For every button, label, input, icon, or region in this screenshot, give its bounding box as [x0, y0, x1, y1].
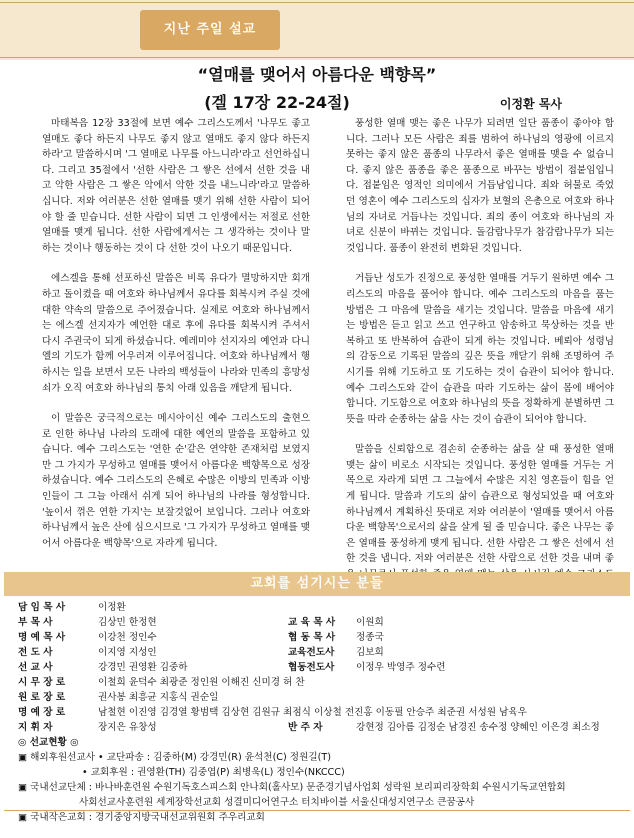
- role-names: 장지은 유창성: [98, 722, 157, 733]
- role-label: 명 예 목 사: [18, 632, 66, 643]
- role-label: 협 동 목 사: [288, 632, 336, 643]
- servants-heading-band: [4, 572, 630, 596]
- servant-row: [18, 630, 618, 645]
- role-names: 정종국: [356, 632, 384, 643]
- sermon-paragraph: 풍성한 열매 맺는 좋은 나무가 되려면 일단 품종이 좋아야 합니다. 그러나 모든 사람은 죄를 범하여 하나님의 영광에 이르지 못하는 좋지 않은 품종의 나무라서 좋은 열매를 맺을 수 없습니다. 좋지 않은 품종을 좋은 품종으로 바꾸는 방법이 접붙임입니다. 접붙임은 영적인 의미에서 거듭남입니다. 죄와 허물로 죽었던 영혼이 예수 그리스도의 십자가 보혈의 은총으로 여호와 하나님의 자녀로 거듭나는 것입니다. 죄의 종이 여호와 하나님의 자녀로 신분이 바뀌는 것입니다. 돌감람나무가 참감람나무가 되는 것입니다. 품종이 완전히 변화된 것입니다.: [346, 118, 614, 254]
- sermon-right-column: [346, 116, 614, 613]
- role-label: 협동전도사: [288, 662, 335, 673]
- role-label: 명 예 장 로: [18, 707, 66, 718]
- role-names: 이지영 지성인: [98, 647, 157, 658]
- servant-row: [18, 660, 618, 675]
- top-header-band: [0, 0, 634, 60]
- mission-line: ▣ 국내선교단체 : 바나바훈련원 수원기독호스피스회 안나회(홀사모) 문준경기념사업회 성락원 보리피리장학회 수원시기독교연합회: [18, 782, 566, 793]
- role-names: 이철희 윤덕수 최광준 정인원 이해진 신미경 허 찬: [98, 677, 305, 688]
- sermon-author: 이정환 목사: [499, 97, 562, 111]
- role-names: 이강천 정인수: [98, 632, 157, 643]
- role-names: 이원희: [356, 617, 384, 628]
- role-names: 권사봉 최흥균 지홍식 권순일: [98, 692, 219, 703]
- servant-row: [18, 615, 618, 630]
- servant-row: [18, 705, 618, 720]
- sermon-title: “열매를 맺어서 아름다운 백향목”: [197, 65, 437, 84]
- servant-row: [18, 645, 618, 660]
- role-names: 이정우 박영주 정수련: [356, 662, 446, 673]
- servant-row: [18, 690, 618, 705]
- sermon-paragraph: 마태복음 12장 33절에 보면 예수 그리스도께서 '나무도 좋고 열매도 좋다 하든지 나무도 좋지 않고 열매도 좋지 않다 하든지 하라'고 말씀하시며 '그 열매로 나무를 아느니라'라고 선언하십니다. 그리고 35절에서 '선한 사람은 그 쌓은 선에서 선한 것을 내고 악한 사람은 그 쌓은 악에서 악한 것을 내느니라'라고 말씀하십니다. 저와 여러분은 선한 열매를 맺기 위해 선한 사람이 되어야 할 줄 믿습니다. 선한 사람이 되면 그 인생에서는 저절로 선한 열매를 맺게 됩니다. 선한 사람에게서는 그 생각하는 것이나 말하는 것이나 행동하는 것이 다 선한 것이 나오기 때문입니다.: [42, 118, 310, 254]
- mission-heading: ◎ 선교현황 ◎: [18, 737, 79, 748]
- role-names: 이정환: [98, 602, 126, 613]
- role-label: 시 무 장 로: [18, 677, 66, 688]
- role-label: 담 임 목 사: [18, 602, 66, 613]
- sermon-paragraph: 이 말씀은 궁극적으로는 메시아이신 예수 그리스도의 출현으로 인한 하나님 나라의 도래에 대한 예언의 말씀을 포함하고 있습니다. 예수 그리스도는 '연한 순'같은 연약한 존재처럼 보였지만 그 가지가 무성하고 열매를 맺어서 아름다운 백향목으로 성장하셨습니다. 예수 그리스도의 은혜로 수많은 이방의 민족과 이방인들이 그 그늘 아래서 쉬게 되어 하나님의 나라를 형성합니다. '높이서 꺾은 연한 가지'는 보잘것없어 보입니다. 그러나 여호와 하나님께서 높은 산에 심으시므로 '그 가지가 무성하고 열매를 맺어서 아름다운 백향목'으로 자라게 됩니다.: [42, 413, 310, 549]
- mission-line: 사회선교사훈련원 세계장학선교회 성결미디어연구소 터치바이블 서울신대성지연구소 큰꿈공사: [18, 797, 475, 808]
- role-names: 김상민 한정현: [98, 617, 157, 628]
- sermon-scripture: (겔 17장 22-24절): [204, 93, 350, 112]
- role-label: 선 교 사: [18, 662, 53, 673]
- sermon-paragraph: 에스겔을 통해 선포하신 말씀은 비록 유다가 멸망하지만 회개하고 돌이켰을 때 여호와 하나님께서 유다를 회복시켜 주실 것에 대한 약속의 말씀으로 주어졌습니다. 실제로 여호와 하나님께서는 에스겔 선지자가 예언한 대로 후에 유다를 회복시켜 주셔서 다시 주권국이 되게 하셨습니다. 예레미야 선지자의 예언과 다니엘의 기도가 함께 어우러져 이루어집니다. 여호와 하나님께서 행하시는 일을 보면서 모든 나라의 백성들이 나라와 민족의 흥망성쇠가 오직 여호와 하나님의 통치 아래 있음을 깨닫게 됩니다.: [42, 273, 310, 394]
- servants-heading: 교회를 섬기시는 분들: [250, 576, 384, 591]
- role-label: 원 로 장 로: [18, 692, 66, 703]
- sermon-left-column: [42, 116, 310, 566]
- role-names: 강현정 김아름 김정순 남경진 송수정 양혜인 이은경 최소정: [356, 722, 600, 733]
- mission-line: ▣ 국내작은교회 : 경기중앙지방국내선교위원회 주우리교회: [18, 812, 265, 823]
- role-label: 부 목 사: [18, 617, 53, 628]
- sermon-paragraph: 거듭난 성도가 진정으로 풍성한 열매를 거두기 원하면 예수 그리스도의 마음을 품어야 합니다. 예수 그리스도의 마음을 품는 방법은 그 마음에 말씀을 새기는 것입니다. 말씀을 마음에 새기는 방법은 듣고 읽고 쓰고 연구하고 암송하고 묵상하는 것을 반복하고 또 반복하여 습관이 되게 하는 것입니다. 베뢰아 성령님의 감동으로 기록된 말씀의 깊은 뜻을 깨닫기 위해 조명하여 주시기를 위해 기도하고 또 기도하는 것이 습관이 되어야 합니다. 예수 그리스도와 같이 습관을 따라 기도하는 삶이 몸에 배어야 합니다. 기도함으로 여호와 하나님의 뜻을 정확하게 분별하면 그 뜻을 따라 순종하는 삶을 사는 것이 습관이 되어야 합니다.: [346, 273, 614, 425]
- servant-row: [18, 675, 618, 690]
- role-names: 김보희: [356, 647, 384, 658]
- sermon-paragraph: 말씀을 신뢰함으로 겸손히 순종하는 삶을 살 때 풍성한 열매 맺는 삶이 비로소 시작되는 것입니다. 풍성한 열매를 거두는 거목으로 자라게 되면 그 그늘에서 수많은 지친 영혼들이 힘을 얻게 됩니다. 말씀과 기도의 삶이 습관으로 형성되었을 때 여호와 하나님께서 계획하신 뜻대로 저와 여러분이 '열매를 맺어서 아름다운 백향목'으로서의 삶을 살게 될 줄 믿습니다. 좋은 나무는 좋은 열매를 풍성하게 맺게 됩니다. 선한 사람은 그 쌓은 선에서 선한 것을 냅니다. 저와 여러분은 선한 사람으로 선한 것을 내며 좋: [346, 444, 614, 565]
- servants-section: [18, 600, 618, 825]
- role-names: 남철현 이진영 김경열 황범택 김상현 김원규 최점식 이상철 전진홍 이동필 안승주 최준권 서성원 남육우: [98, 707, 527, 718]
- role-names: 강경민 권영환 김중하: [98, 662, 188, 673]
- bottom-divider: [4, 810, 630, 811]
- role-label: 교 육 목 사: [288, 617, 336, 628]
- role-label: 전 도 사: [18, 647, 53, 658]
- role-label: 반 주 자: [288, 722, 323, 733]
- servant-row: [18, 720, 618, 735]
- role-label: 지 휘 자: [18, 722, 53, 733]
- mission-line: • 교회후원 : 권영환(TH) 김중엽(P) 최병욱(L) 정인수(NKCCC): [18, 767, 345, 778]
- mission-line: ▣ 해외후원선교사 • 교단파송 : 김중하(M) 강경민(R) 윤석천(C) 정원길(T): [18, 752, 331, 763]
- section-tab-last-sermon: 지난 주일 설교: [140, 10, 280, 50]
- role-label: 교육전도사: [288, 647, 335, 658]
- servant-row: [18, 600, 618, 615]
